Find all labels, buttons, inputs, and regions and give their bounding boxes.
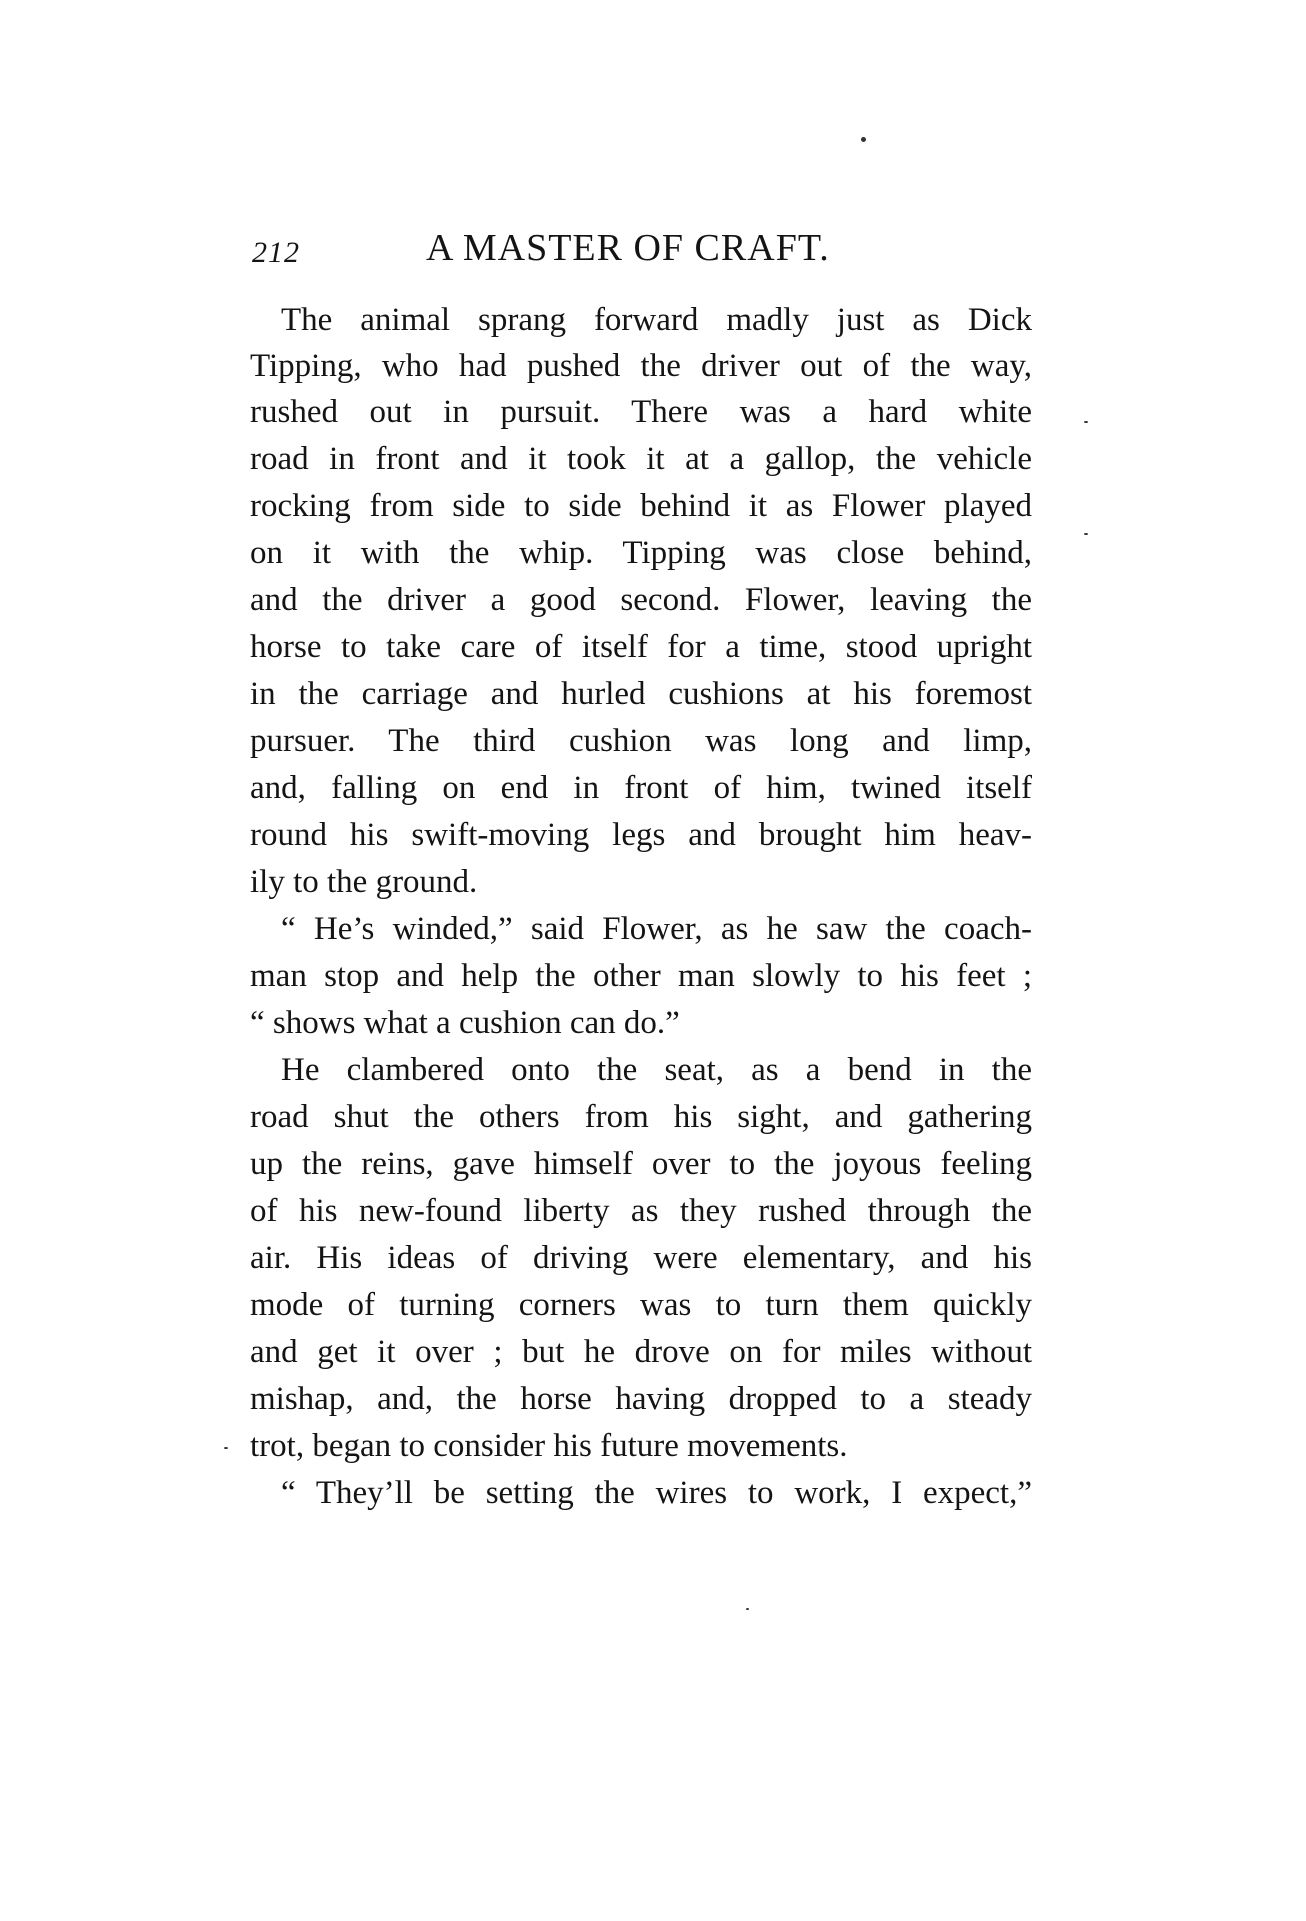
text-line: The animal sprang forward madly just as Dick [281,302,1032,338]
text-line: and the driver a good second. Flower, leaving the [250,582,1032,618]
text-line: and, falling on end in front of him, twined itself [250,770,1032,806]
text-line: Tipping, who had pushed the driver out of the way, [250,348,1032,384]
page-number: 212 [252,236,300,269]
text-line: trot, began to consider his future movements. [250,1428,848,1464]
text-line: pursuer. The third cushion was long and limp, [250,723,1032,759]
ink-speck [746,1608,749,1610]
text-line: in the carriage and hurled cushions at his foremost [250,676,1032,712]
text-line: road in front and it took it at a gallop, the vehicle [250,441,1032,477]
text-line: ily to the ground. [250,864,478,900]
text-line: and get it over ; but he drove on for miles without [250,1334,1032,1370]
text-line: mishap, and, the horse having dropped to a steady [250,1381,1032,1417]
text-line: He clambered onto the seat, as a bend in the [281,1052,1032,1088]
ink-speck [1084,533,1088,535]
text-line: rocking from side to side behind it as Flower played [250,488,1032,524]
text-line: horse to take care of itself for a time, stood upright [250,629,1032,665]
text-line: mode of turning corners was to turn them quickly [250,1287,1032,1323]
text-line: on it with the whip. Tipping was close behind, [250,535,1032,571]
text-line: “ shows what a cushion can do.” [250,1005,680,1041]
text-line: rushed out in pursuit. There was a hard white [250,394,1032,430]
text-line: air. His ideas of driving were elementary, and his [250,1240,1032,1276]
text-line: road shut the others from his sight, and gathering [250,1099,1032,1135]
text-line: “ He’s winded,” said Flower, as he saw the coach- [281,911,1032,947]
ink-speck [861,137,866,142]
running-title: A MASTER OF CRAFT. [426,227,830,269]
text-line: round his swift-moving legs and brought him heav- [250,817,1032,853]
text-line: “ They’ll be setting the wires to work, I expect,” [281,1475,1032,1511]
text-line: up the reins, gave himself over to the joyous feeling [250,1146,1032,1182]
page-header [252,226,1052,286]
text-line: of his new-found liberty as they rushed through the [250,1193,1032,1229]
ink-speck [224,1447,228,1449]
text-line: man stop and help the other man slowly to his feet ; [250,958,1032,994]
ink-speck [1084,421,1088,423]
